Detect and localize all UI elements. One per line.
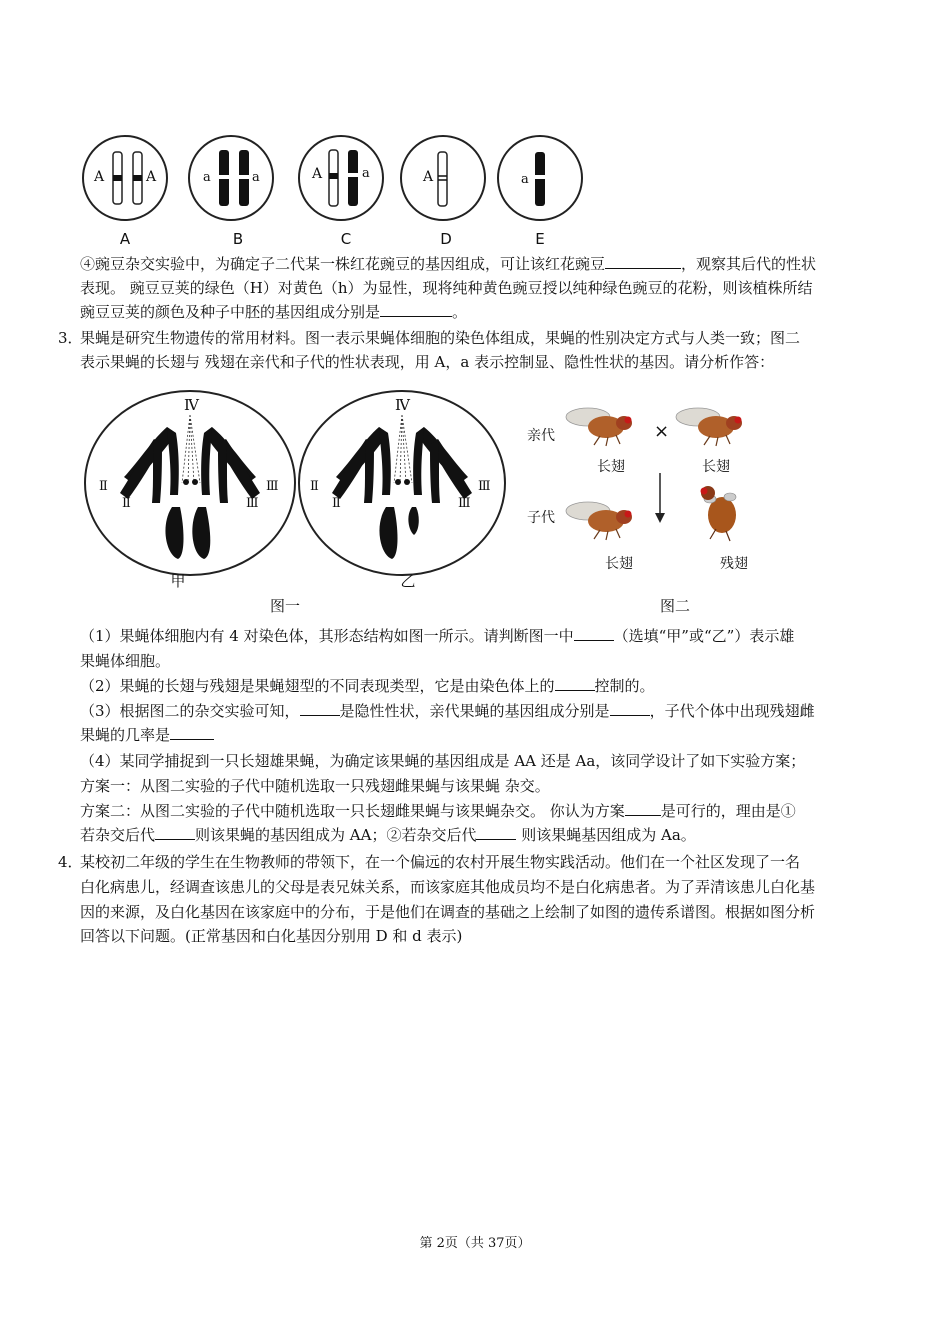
cell-label-jia: 甲 bbox=[170, 572, 186, 590]
child-right-trait: 残翅 bbox=[720, 556, 748, 572]
gene-c-right: a bbox=[362, 166, 370, 181]
label-a: A bbox=[119, 230, 131, 248]
q3-p3-line1: （3）根据图二的杂交实验可知， 是隐性性状，亲代果蝇的基因组成分别是 ，子代个体中出现残翅雌 bbox=[80, 699, 815, 723]
roman-iii-left-a: Ⅲ bbox=[266, 479, 279, 494]
q3-p2: （2）果蝇的长翅与残翅是果蝇翅型的不同表现类型，它是由染色体上的 控制的。 bbox=[80, 674, 655, 698]
q3-p1-line2: 果蝇体细胞。 bbox=[80, 652, 171, 670]
label-d: D bbox=[440, 230, 452, 248]
q3-plan1: 方案一：从图二实验的子代中随机选取一只残翅雌果蝇与该果蝇 杂交。 bbox=[80, 777, 550, 795]
q4-line3: 因的来源，及白化基因在该家庭中的分布，于是他们在调查的基础之上绘制了如图的遗传系谱图。根据如图分析 bbox=[80, 903, 816, 921]
child-left-trait: 长翅 bbox=[605, 556, 633, 572]
gene-c-left: A bbox=[312, 166, 323, 182]
circle-d bbox=[401, 136, 485, 220]
page-footer: 第 2页（共 37页） bbox=[419, 1236, 531, 1251]
blank-q3-4 bbox=[610, 699, 650, 716]
label-e: E bbox=[535, 230, 545, 248]
roman-iii-right-b: Ⅲ bbox=[458, 496, 471, 511]
roman-ii-right-b: Ⅱ bbox=[332, 496, 341, 511]
blank-q3-3 bbox=[300, 699, 340, 716]
q2-part4-line1: ④豌豆杂交实验中，为确定子二代某一株红花豌豆的基因组成，可让该红花豌豆 ，观察其后代的性状 bbox=[80, 252, 816, 276]
gene-d: A bbox=[423, 169, 434, 185]
q3-plan3: 若杂交后代 则该果蝇的基因组成为 AA；②若杂交后代 则该果蝇基因组成为 Aa。 bbox=[80, 823, 696, 847]
q4-line2: 白化病患儿，经调查该患儿的父母是表兄妹关系，而该家庭其他成员均不是白化病患者。为了弄清该患儿白化基 bbox=[80, 878, 816, 896]
parent-right-trait: 长翅 bbox=[702, 459, 730, 475]
blank-q2-1 bbox=[605, 252, 681, 269]
roman-ii-right-a: Ⅱ bbox=[310, 479, 319, 494]
circle-b bbox=[189, 136, 273, 220]
roman-iii-left-b: Ⅲ bbox=[246, 496, 259, 511]
label-b: B bbox=[232, 230, 244, 248]
figure-2-caption: 图二 bbox=[659, 597, 690, 615]
blank-q3-7 bbox=[155, 823, 195, 840]
q3-number: 3． bbox=[58, 329, 83, 347]
parent-label: 亲代 bbox=[527, 428, 555, 444]
gene-b-right: a bbox=[252, 170, 260, 185]
parent-left-trait: 长翅 bbox=[597, 459, 625, 475]
blank-q3-8 bbox=[476, 823, 516, 840]
figure-1-caption: 图一 bbox=[269, 597, 300, 615]
roman-iii-right-a: Ⅲ bbox=[478, 479, 491, 494]
circle-e bbox=[498, 136, 582, 220]
q3-p3-line2: 果蝇的几率是 bbox=[80, 723, 214, 747]
q3-p4: （4）某同学捕捉到一只长翅雄果蝇，为确定该果蝇的基因组成是 AA 还是 Aa，该同学设计了如下实验方案； bbox=[80, 752, 806, 770]
short-wing-fly bbox=[701, 486, 737, 541]
blank-q3-2 bbox=[555, 674, 595, 691]
q2-part4-line2: 表现。 豌豆豆荚的绿色（H）对黄色（h）为显性，现将纯种黄色豌豆授以纯种绿色豌豆的花粉，则该植株所结 bbox=[80, 279, 813, 297]
blank-q3-1 bbox=[574, 624, 614, 641]
gene-e: a bbox=[521, 172, 529, 187]
gene-a-right: A bbox=[146, 169, 157, 185]
q4-line4: 回答以下问题。(正常基因和白化基因分别用 D 和 d 表示) bbox=[80, 927, 463, 945]
q3-plan2: 方案二：从图二实验的子代中随机选取一只长翅雌果蝇与该果蝇杂交。 你认为方案 是可行的，理由是① bbox=[80, 799, 796, 823]
chromosome-figure bbox=[75, 130, 595, 255]
q4-number: 4． bbox=[58, 853, 83, 871]
roman-ii-left-b: Ⅱ bbox=[122, 496, 131, 511]
child-label: 子代 bbox=[527, 510, 555, 526]
roman-iv-left: Ⅳ bbox=[184, 396, 199, 414]
q3-stem-2: 表示果蝇的长翅与 残翅在亲代和子代的性状表现，用 A，a 表示控制显、隐性性状的基因。请分析作答： bbox=[80, 353, 775, 371]
gene-b-left: a bbox=[203, 170, 211, 185]
q2-part4-line3: 豌豆豆荚的颜色及种子中胚的基因组成分别是 。 bbox=[80, 300, 467, 324]
label-c: C bbox=[340, 230, 352, 248]
roman-ii-left-a: Ⅱ bbox=[99, 479, 108, 494]
q3-stem-1: 果蝇是研究生物遗传的常用材料。图一表示果蝇体细胞的染色体组成，果蝇的性别决定方式与人类一致；图二 bbox=[80, 329, 801, 347]
q3-p1-line1: （1）果蝇体细胞内有 4 对染色体，其形态结构如图一所示。请判断图一中 （选填“甲”或“乙”）表示雄 bbox=[80, 624, 794, 648]
blank-q3-5 bbox=[170, 723, 214, 740]
cross-symbol: × bbox=[654, 421, 670, 442]
q4-line1: 某校初二年级的学生在生物教师的带领下，在一个偏远的农村开展生物实践活动。他们在一个社区发现了一名 bbox=[80, 853, 801, 871]
blank-q3-6 bbox=[625, 799, 661, 816]
cell-label-yi: 乙 bbox=[400, 572, 416, 590]
figure-1 bbox=[80, 385, 520, 595]
gene-a-left: A bbox=[94, 169, 105, 185]
blank-q2-2 bbox=[380, 300, 452, 317]
roman-iv-right: Ⅳ bbox=[395, 396, 410, 414]
